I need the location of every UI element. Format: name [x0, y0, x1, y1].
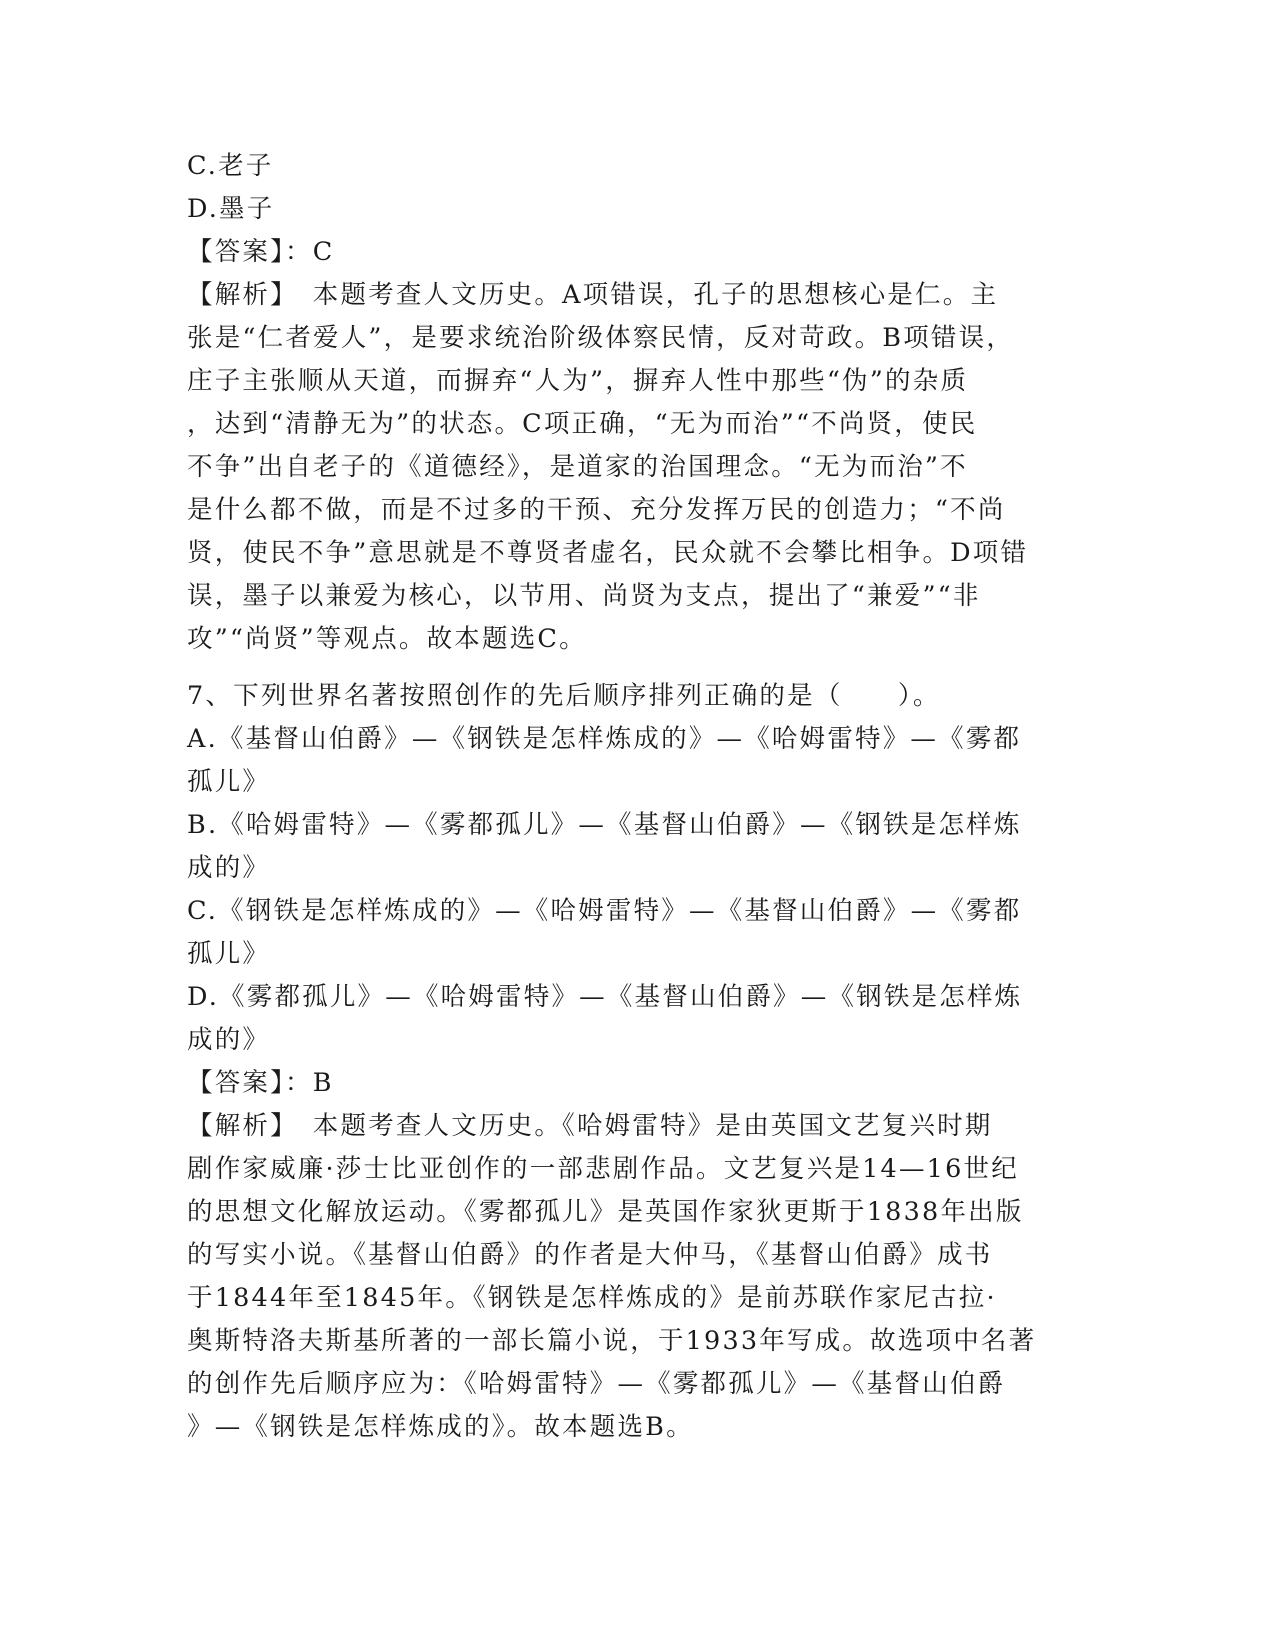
- q6-analysis-line: 庄子主张顺从天道，而摒弃“人为”，摒弃人性中那些“伪”的杂质: [187, 366, 969, 396]
- question-spacer: [187, 661, 1077, 675]
- q6-analysis-line: ，达到“清静无为”的状态。C项正确，“无为而治”“不尚贤，使民: [187, 409, 978, 439]
- q6-analysis-line: 【解析】 本题考查人文历史。A项错误，孔子的思想核心是仁。主: [187, 280, 999, 310]
- document-page: [187, 145, 1077, 1449]
- q7-analysis-line: 》—《钢铁是怎样炼成的》。故本题选B。: [187, 1412, 694, 1442]
- q7-option-line: A.《基督山伯爵》—《钢铁是怎样炼成的》—《哈姆雷特》—《雾都: [187, 724, 1022, 754]
- q6-analysis-line: 是什么都不做，而是不过多的干预、充分发挥万民的创造力；“不尚: [187, 495, 1006, 525]
- q6-analysis-line: 攻”“尚贤”等观点。故本题选C。: [187, 624, 587, 654]
- q6-analysis-line: 贤，使民不争”意思就是不尊贤者虚名，民众就不会攀比相争。D项错: [187, 538, 1029, 568]
- q7-analysis-line: 的思想文化解放运动。《雾都孤儿》是英国作家狄更斯于1838年出版: [187, 1197, 1024, 1227]
- q7-analysis-line: 的写实小说。《基督山伯爵》的作者是大仲马，《基督山伯爵》成书: [187, 1240, 993, 1270]
- q7-option-line: 成的》: [187, 1025, 271, 1055]
- q6-option-c: C.老子: [187, 151, 274, 181]
- q7-analysis-line: 的创作先后顺序应为：《哈姆雷特》—《雾都孤儿》—《基督山伯爵: [187, 1369, 1006, 1399]
- q7-option-line: B.《哈姆雷特》—《雾都孤儿》—《基督山伯爵》—《钢铁是怎样炼: [187, 810, 1022, 840]
- q7-analysis: [187, 1105, 1077, 1449]
- q7-option-line: 成的》: [187, 853, 271, 883]
- q7-analysis-line: 奥斯特洛夫斯基所著的一部长篇小说，于1933年写成。故选项中名著: [187, 1326, 1037, 1356]
- q7-option-line: 孤儿》: [187, 939, 271, 969]
- q6-analysis-line: 不争”出自老子的《道德经》，是道家的治国理念。“无为而治”不: [187, 452, 968, 482]
- q7-analysis-line: 剧作家威廉·莎士比亚创作的一部悲剧作品。文艺复兴是14—16世纪: [187, 1154, 1019, 1184]
- q6-analysis: [187, 274, 1077, 661]
- q7-answer: 【答案】：B: [187, 1068, 334, 1098]
- q6-option-d: D.墨子: [187, 194, 275, 224]
- q7-analysis-line: 于1844年至1845年。《钢铁是怎样炼成的》是前苏联作家尼古拉·: [187, 1283, 997, 1313]
- q7-option-line: C.《钢铁是怎样炼成的》—《哈姆雷特》—《基督山伯爵》—《雾都: [187, 896, 1022, 926]
- q7-option-line: 孤儿》: [187, 767, 271, 797]
- q6-analysis-line: 张是“仁者爱人”，是要求统治阶级体察民情，反对苛政。B项错误，: [187, 323, 1015, 353]
- q7-analysis-line: 【解析】 本题考查人文历史。《哈姆雷特》是由英国文艺复兴时期: [187, 1111, 993, 1141]
- q6-analysis-line: 误，墨子以兼爱为核心，以节用、尚贤为支点，提出了“兼爱”“非: [187, 581, 981, 611]
- q6-answer: 【答案】：C: [187, 237, 335, 267]
- q7-question: 7、下列世界名著按照创作的先后顺序排列正确的是（ ）。: [187, 681, 941, 711]
- q7-option-line: D.《雾都孤儿》—《哈姆雷特》—《基督山伯爵》—《钢铁是怎样炼: [187, 982, 1023, 1012]
- q7-options: [187, 718, 1077, 1062]
